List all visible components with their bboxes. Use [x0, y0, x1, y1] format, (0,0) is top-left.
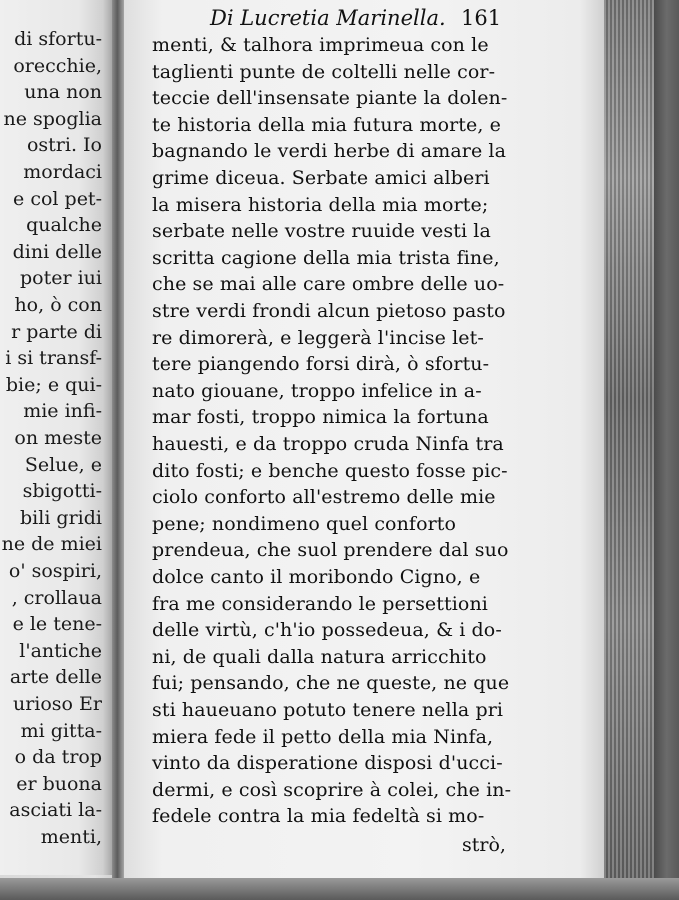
facing-text-line: bie; e qui- — [5, 373, 102, 396]
text-line: fui; pensando, che ne queste, ne que — [152, 672, 510, 695]
facing-text-line: poter iui — [20, 267, 102, 290]
text-line: miera fede il petto della mia Ninfa, — [152, 725, 494, 748]
facing-text-line: mi gitta- — [20, 719, 102, 742]
text-line: fra me considerando le persettioni — [152, 592, 488, 615]
text-line: scritta cagione della mia trista fine, — [152, 246, 500, 269]
page-number: 161 — [461, 6, 502, 30]
facing-text-line: e le tene- — [12, 613, 102, 636]
facing-text-line: Selue, e — [24, 453, 102, 476]
text-line: teccie dell'insensate piante la dolen- — [152, 87, 508, 110]
bottom-shadow — [0, 878, 679, 900]
running-header: Di Lucretia Marinella. — [210, 6, 446, 30]
facing-text-line: ne spoglia — [3, 107, 102, 130]
text-line: dito fosti; e benche questo fosse pic- — [152, 459, 508, 482]
catchword: strò, — [462, 834, 506, 856]
facing-text-line: , crollaua — [11, 586, 102, 609]
text-line: re dimorerà, e leggerà l'incise let- — [152, 326, 484, 349]
book-page — [124, 0, 604, 888]
text-line: mar fosti, troppo nimica la fortuna — [152, 406, 489, 429]
text-line: bagnando le verdi herbe di amare la — [152, 140, 507, 163]
facing-text-line: menti, — [40, 826, 102, 848]
facing-text-line: o' sospiri, — [8, 560, 102, 582]
text-line: la misera historia della mia morte; — [152, 193, 489, 216]
text-line: sti haueuano potuto tenere nella pri — [152, 699, 504, 721]
facing-text-line: o da trop — [14, 746, 102, 769]
text-line: nato giouane, troppo infelice in a- — [152, 379, 482, 402]
text-line: hauesti, e da troppo cruda Ninfa tra — [152, 433, 504, 455]
text-line: prendeua, che suol prendere dal suo — [152, 539, 509, 562]
facing-page — [0, 0, 112, 875]
facing-text-line: urioso Er — [12, 693, 102, 715]
text-line: fedele contra la mia fedeltà si mo- — [152, 805, 485, 828]
facing-text-line: i si transf- — [5, 347, 102, 370]
facing-text-line: dini delle — [12, 240, 102, 263]
text-line: che se mai alle care ombre delle uo- — [152, 273, 505, 296]
text-line: menti, & talhora imprimeua con le — [152, 34, 489, 56]
facing-text-line: ho, ò con — [14, 294, 102, 316]
text-line: dolce canto il moribondo Cigno, e — [152, 566, 481, 588]
facing-text-line: er buona — [16, 772, 102, 795]
text-line: ni, de quali dalla natura arricchito — [152, 645, 487, 668]
text-line: ciolo conforto all'estremo delle mie — [152, 486, 496, 509]
facing-text-line: asciati la- — [9, 799, 102, 822]
text-line: tere piangendo forsi dirà, ò sfortu- — [152, 353, 490, 376]
facing-text-line: mie infi- — [23, 400, 102, 423]
facing-text-line: mordaci — [23, 161, 102, 183]
text-line: te historia della mia futura morte, e — [152, 113, 502, 136]
facing-text-line: ne de miei — [1, 533, 102, 556]
facing-text-line: bili gridi — [20, 506, 102, 529]
facing-text-line: una non — [24, 81, 102, 104]
facing-text-line: r parte di — [11, 320, 102, 343]
text-line: grime diceua. Serbate amici alberi — [152, 167, 490, 189]
page-edges — [604, 0, 654, 888]
text-line: taglienti punte de coltelli nelle cor- — [152, 60, 496, 83]
facing-text-line: ostri. Io — [26, 134, 102, 157]
book-cover-edge — [654, 0, 679, 900]
book-gutter — [112, 0, 124, 880]
facing-text-line: e col pet- — [13, 187, 102, 210]
facing-text-line: sbigotti- — [22, 480, 102, 503]
facing-text-line: orecchie, — [13, 54, 102, 77]
facing-text-line: on meste — [14, 427, 102, 449]
text-line: dermi, e così scoprire à colei, che in- — [152, 778, 512, 801]
facing-text-line: arte delle — [9, 666, 102, 689]
text-line: delle virtù, c'h'io possedeua, & i do- — [152, 619, 502, 642]
text-line: stre verdi frondi alcun pietoso pasto — [152, 300, 506, 322]
text-line: pene; nondimeno quel conforto — [152, 512, 457, 535]
text-line: serbate nelle vostre ruuide vesti la — [152, 220, 491, 243]
facing-text-line: l'antiche — [19, 639, 102, 662]
facing-text-line: di sfortu- — [14, 28, 102, 50]
facing-text-line: qualche — [26, 214, 102, 237]
text-line: vinto da disperatione disposi d'ucci- — [152, 752, 503, 775]
